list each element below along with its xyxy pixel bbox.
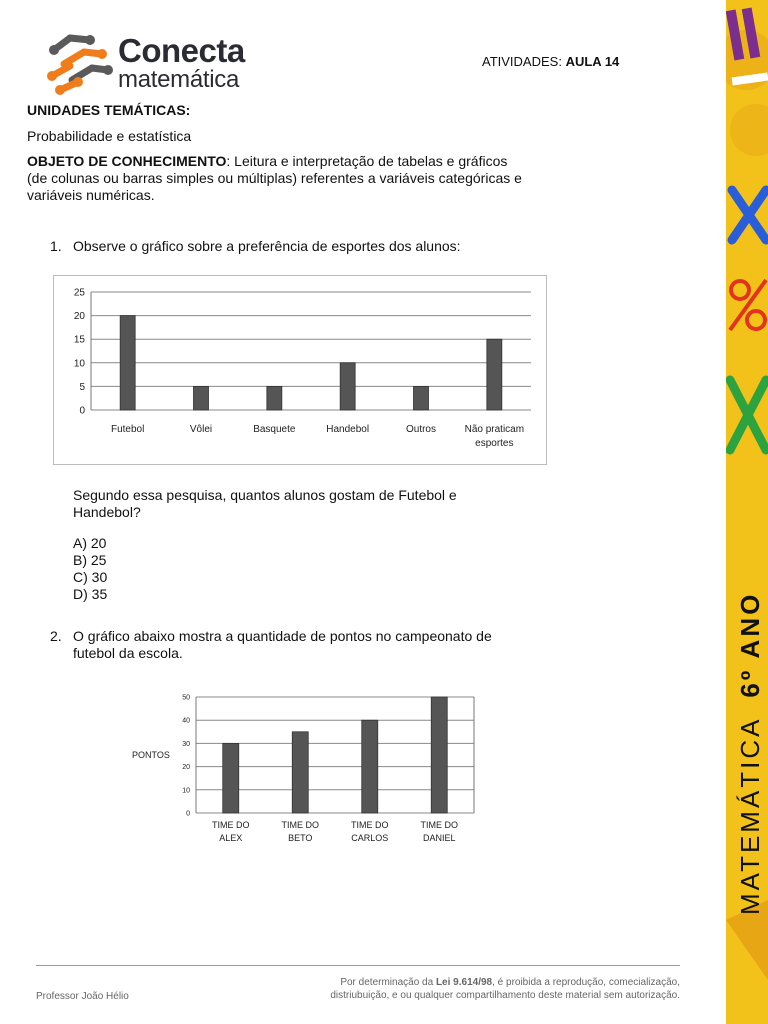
x-tick-label: TIME DO [281, 820, 319, 830]
y-tick-label: 20 [73, 311, 85, 323]
bar [292, 732, 308, 813]
atividades-prefix: ATIVIDADES: [482, 54, 562, 69]
x-tick-label: esportes [475, 438, 514, 449]
unidades-tematicas-title: UNIDADES TEMÁTICAS: [27, 102, 191, 118]
bar [487, 339, 502, 410]
footer-lei-1a: Por determinação da [340, 977, 436, 988]
footer-lei-1c: , é proibida a reprodução, comecialização, [492, 977, 680, 988]
atividades-label [482, 54, 619, 69]
option-d: D) 35 [73, 586, 108, 602]
x-tick-label: TIME DO [420, 820, 458, 830]
option-a: A) 20 [73, 535, 107, 551]
y-tick-label: 50 [182, 694, 190, 702]
objeto-label: OBJETO DE CONHECIMENTO [27, 153, 227, 169]
footer-divider [36, 965, 680, 966]
y-tick-label: 25 [73, 287, 85, 299]
x-tick-label: Não praticam [464, 424, 525, 435]
conecta-logo [44, 30, 274, 100]
x-tick-label: Handebol [326, 424, 370, 435]
sidebar-title-svg [727, 500, 768, 930]
y-tick-label: 20 [182, 764, 190, 772]
logo-word-matematica: matemática [118, 66, 240, 93]
logo-molecule-icon [44, 30, 116, 100]
footer-lei-2: distriubuição, e ou qualquer compartilhamento deste material sem autorização. [330, 990, 680, 1001]
y-tick-label: 30 [182, 740, 190, 748]
unidades-tematicas-subtitle: Probabilidade e estatística [27, 128, 192, 144]
svg-text:MATEMÁTICA 6º ANO [735, 592, 765, 915]
x-tick-label: DANIEL [422, 833, 456, 843]
footer-professor: Professor João Hélio [36, 991, 129, 1002]
bar [431, 697, 447, 813]
sports-chart-svg [53, 275, 547, 465]
logo-word-conecta: Conecta [118, 32, 245, 69]
y-tick-label: 40 [182, 717, 190, 725]
x-tick-label: Vôlei [189, 424, 213, 435]
bar [340, 363, 355, 410]
question-1-prompt-line-1: Segundo essa pesquisa, quantos alunos gostam de Futebol e [73, 487, 457, 503]
objeto-text-3: variáveis numéricas. [27, 187, 155, 203]
question-1-text: Observe o gráfico sobre a preferência de esportes dos alunos: [73, 238, 461, 254]
x-tick-label: Outros [405, 424, 437, 435]
x-tick-label: CARLOS [351, 833, 389, 843]
question-1-number: 1. [50, 238, 62, 254]
question-2-number: 2. [50, 628, 62, 644]
footer-copyright [240, 976, 680, 1002]
option-c: C) 30 [73, 569, 108, 585]
x-tick-label: Futebol [110, 424, 145, 435]
y-tick-label: 0 [186, 810, 190, 818]
x-tick-label: BETO [288, 833, 313, 843]
y-tick-label: 10 [182, 787, 190, 795]
y-tick-label: 5 [79, 381, 85, 393]
x-tick-label: ALEX [219, 833, 243, 843]
x-tick-label: TIME DO [212, 820, 250, 830]
x-tick-label: TIME DO [351, 820, 389, 830]
question-1-options [73, 535, 107, 603]
bar [223, 743, 239, 813]
option-b: B) 25 [73, 552, 107, 568]
bar [267, 386, 282, 410]
aula-number: AULA 14 [565, 54, 620, 69]
footer-lei-number: Lei 9.614/98 [435, 977, 493, 988]
question-2-text-1: O gráfico abaixo mostra a quantidade de pontos no campeonato de [73, 628, 492, 644]
points-chart-svg [128, 688, 480, 854]
sports-chart [53, 275, 547, 470]
bar [194, 386, 209, 410]
x-tick-label: Basquete [253, 424, 296, 435]
sidebar-label-materia: MATEMÁTICA [735, 717, 765, 915]
objeto-text-2: (de colunas ou barras simples ou múltiplas) referentes a variáveis categóricas e [27, 170, 522, 186]
points-chart [128, 688, 480, 859]
sidebar-label-ano: 6º ANO [735, 591, 765, 698]
y-tick-label: 15 [73, 334, 85, 346]
question-1-prompt [73, 487, 457, 521]
y-tick-label: 10 [73, 358, 85, 370]
question-2-text-2: futebol da escola. [73, 645, 183, 661]
objeto-text-1: : Leitura e interpretação de tabelas e gráficos [226, 153, 508, 169]
bar [362, 720, 378, 813]
bar [414, 386, 429, 410]
y-tick-label: 0 [79, 405, 85, 417]
sidebar-title [727, 500, 768, 930]
objeto-conhecimento [27, 153, 587, 204]
y-axis-label: PONTOS [132, 750, 170, 760]
question-1-prompt-line-2: Handebol? [73, 504, 141, 520]
bar [120, 316, 135, 410]
